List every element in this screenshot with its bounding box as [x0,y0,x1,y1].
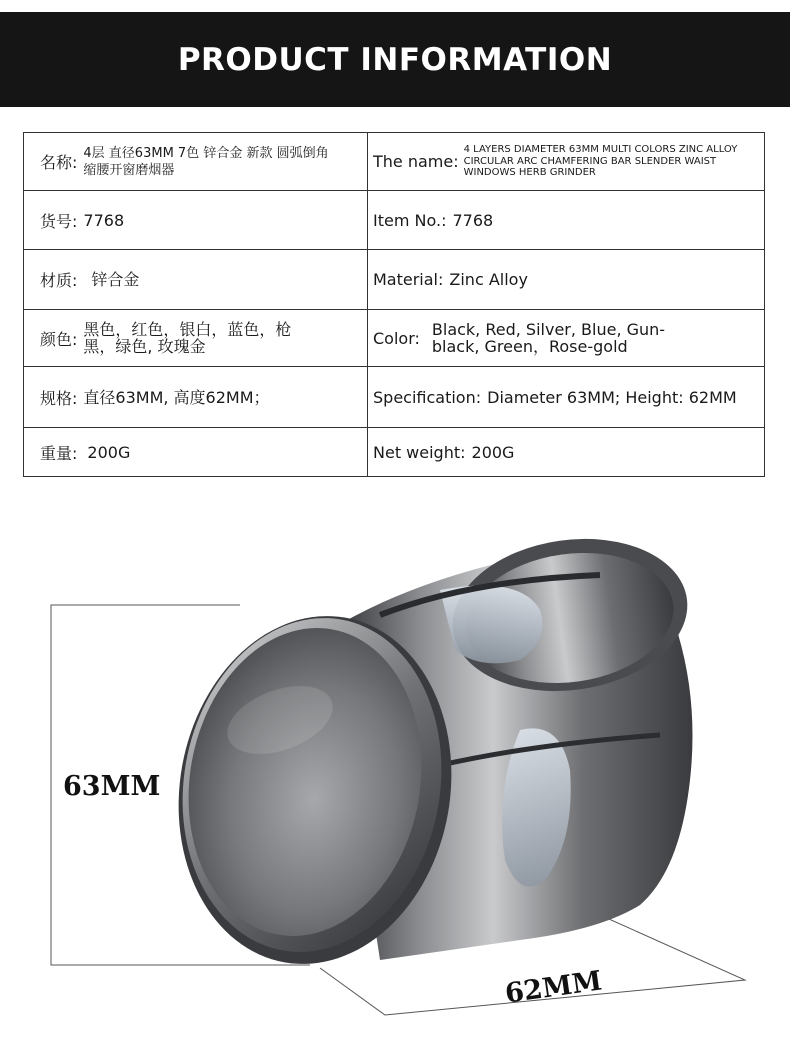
page-title: PRODUCT INFORMATION [177,41,613,78]
spec-label: Net weight: [373,443,466,462]
spec-cell-zh [24,133,367,190]
spec-value: 4层 直径63MM 7色 锌合金 新款 圆弧倒角缩腰开窗磨烟器 [83,145,329,178]
spec-value: 4 LAYERS DIAMETER 63MM MULTI COLORS ZINC ALLOY CIRCULAR ARC CHAMFERING BAR SLENDER WAIST WINDOWS HERB GRINDER [463,144,738,179]
spec-label: The name: [373,152,459,171]
product-photo [0,520,790,1038]
spec-label: Item No.: [373,210,447,230]
spec-cell-en [368,428,765,477]
spec-row-material [24,250,764,310]
spec-label: 规格: [40,388,78,408]
spec-cell-zh [24,250,367,309]
spec-value: Zinc Alloy [449,270,528,289]
spec-value: 200G [87,443,131,462]
spec-label: 材质: [40,271,78,290]
spec-value: 7768 [83,210,125,230]
spec-cell-zh [24,428,367,477]
spec-cell-en [368,250,765,309]
spec-label: 名称: [40,153,78,172]
spec-label: 货号: [40,211,78,231]
spec-label: Specification: [373,387,482,407]
spec-value: 锌合金 [91,270,140,289]
spec-cell-en [368,191,765,249]
spec-row-name [24,133,764,191]
spec-label: Color: [373,328,420,348]
spec-table [23,132,765,477]
spec-cell-zh [24,310,367,366]
herb-grinder-illustration [0,520,790,1038]
spec-value: 200G [471,443,515,462]
spec-cell-en [368,367,765,427]
spec-cell-en [368,133,765,190]
height-label: 62MM [503,965,604,1010]
spec-label: 颜色: [40,329,78,349]
spec-cell-zh [24,191,367,249]
spec-row-color [24,310,764,367]
spec-row-specification [24,367,764,428]
spec-value: Black, Red, Silver, Blue, Gun-black, Green，Rose-gold [431,320,666,356]
spec-value: 直径63MM, 高度62MM； [83,387,270,407]
spec-cell-zh [24,367,367,427]
spec-value: Diameter 63MM; Height: 62MM [487,387,737,407]
spec-row-item-no [24,191,764,250]
spec-value: 7768 [452,210,494,230]
diameter-label: 63MM [63,771,161,802]
spec-label: 重量: [40,444,78,463]
spec-label: Material: [373,270,444,289]
spec-row-net-weight [24,428,764,477]
header-banner [0,12,790,107]
spec-cell-en [368,310,765,366]
spec-value: 黑色，红色，银白，蓝色，枪黑，绿色, 玫瑰金 [83,320,292,356]
